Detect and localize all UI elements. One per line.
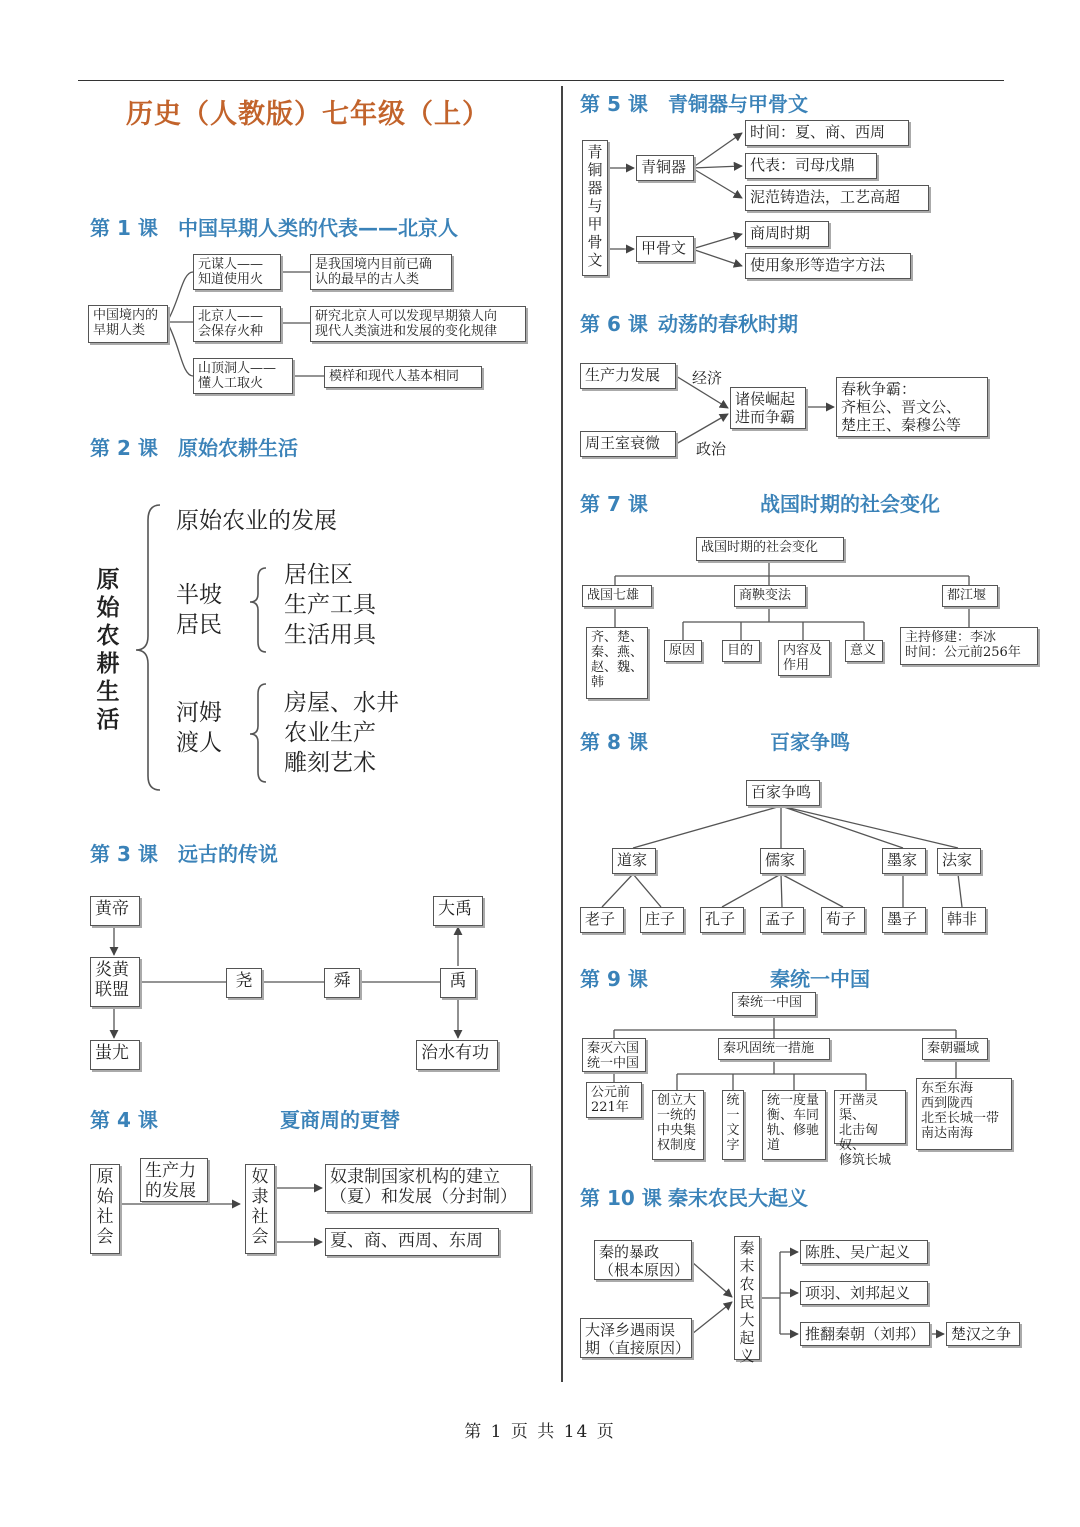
l6-a: 生产力发展 xyxy=(580,363,676,389)
l8-daojia: 道家 xyxy=(612,848,656,874)
l8-mengzi: 孟子 xyxy=(760,907,804,933)
l10-a: 秦的暴政 （根本原因） xyxy=(594,1240,692,1280)
l10-r4: 楚汉之争 xyxy=(946,1322,1020,1346)
l10-mid: 秦 末 农 民 大 起 义 xyxy=(734,1236,760,1360)
l4-yuanshi: 原 始 社 会 xyxy=(90,1164,120,1254)
l9-c3: 秦朝疆域 xyxy=(922,1038,988,1060)
l6-b: 周王室衰微 xyxy=(580,431,676,457)
l8-fajia: 法家 xyxy=(937,848,981,874)
page-footer: 第 1 页 共 14 页 xyxy=(464,1422,616,1442)
l3-zhishui: 治水有功 xyxy=(416,1040,498,1070)
l5-qingtongqi: 青铜器 xyxy=(636,155,694,181)
l8-root: 百家争鸣 xyxy=(746,780,820,806)
l2-banpo-items: 居住区 生产工具 生活用具 xyxy=(284,562,376,648)
l6-jingji: 经济 xyxy=(692,369,723,387)
l4-r2: 夏、商、西周、东周 xyxy=(325,1228,499,1256)
l7-root: 战国时期的社会变化 xyxy=(696,537,844,561)
l8-rujia: 儒家 xyxy=(760,848,804,874)
l6-right: 春秋争霸： 齐桓公、晋文公、 楚庄王、秦穆公等 xyxy=(836,377,988,437)
l5-q3: 泥范铸造法，工艺高超 xyxy=(745,185,929,211)
l9-c2b: 统 一 文 字 xyxy=(722,1090,744,1160)
l7-c2a: 原因 xyxy=(664,640,702,662)
l1-yuanmou: 元谋人—— 知道使用火 xyxy=(193,254,281,290)
l3-yao: 尧 xyxy=(226,968,262,998)
l8-mozi: 墨子 xyxy=(882,907,926,933)
l10-r3: 推翻秦朝（刘邦） xyxy=(800,1322,930,1346)
l2-root: 原 始 农 耕 生 活 xyxy=(96,566,120,733)
l8-hanfei: 韩非 xyxy=(942,907,986,933)
l5-q2: 代表：司母戊鼎 xyxy=(745,153,877,179)
l3-shun: 舜 xyxy=(324,968,360,998)
l10-b: 大泽乡遇雨误 期（直接原因） xyxy=(580,1318,692,1358)
l3-yanhuang: 炎黄 联盟 xyxy=(90,957,140,1007)
column-divider xyxy=(561,86,563,1382)
l5-root: 青 铜 器 与 甲 骨 文 xyxy=(582,140,608,276)
l1-yuanmou-note: 是我国境内目前已确 认的最早的古人类 xyxy=(310,254,452,290)
l7-c3a: 主持修建：李冰 时间：公元前256年 xyxy=(900,627,1038,665)
l8-kongzi: 孔子 xyxy=(700,907,744,933)
l5-jiaguwen: 甲骨文 xyxy=(636,236,694,262)
l7-c3: 都江堰 xyxy=(942,585,998,607)
l2-hemudu: 河姆 渡人 xyxy=(176,700,222,756)
l9-c2: 秦巩固统一措施 xyxy=(718,1038,830,1060)
l9-root: 秦统一中国 xyxy=(732,992,816,1016)
l3-dayu: 大禹 xyxy=(433,896,483,926)
l6-zhengzhi: 政治 xyxy=(696,440,727,458)
l3-yu: 禹 xyxy=(440,968,476,998)
l8-mojia: 墨家 xyxy=(882,848,926,874)
l7-c2d: 意义 xyxy=(845,640,883,662)
l1-root: 中国境内的 早期人类 xyxy=(88,305,168,343)
l7-c1a: 齐、楚、 秦、燕、 赵、魏、 韩 xyxy=(586,627,648,699)
l9-c1: 秦灭六国 统一中国 xyxy=(582,1038,646,1072)
l7-c1: 战国七雄 xyxy=(582,585,652,607)
l7-c2c: 内容及 作用 xyxy=(778,640,830,676)
l1-beijing: 北京人—— 会保存火种 xyxy=(193,306,281,342)
l3-chiyou: 蚩尤 xyxy=(90,1040,140,1070)
l9-c2a: 创立大 一统的 中央集 权制度 xyxy=(652,1090,704,1160)
page-title: 历史（人教版）七年级（上） xyxy=(126,99,490,130)
l6-mid: 诸侯崛起 进而争霸 xyxy=(730,387,806,429)
l1-shandingdong: 山顶洞人—— 懂人工取火 xyxy=(193,358,293,394)
l4-nuli: 奴 隶 社 会 xyxy=(245,1164,275,1254)
l9-c3a: 东至东海 西到陇西 北至长城一带 南达南海 xyxy=(916,1078,1012,1150)
l5-j1: 商周时期 xyxy=(745,221,829,247)
l2-hemudu-items: 房屋、水井 农业生产 雕刻艺术 xyxy=(284,690,399,776)
l7-c2: 商鞅变法 xyxy=(734,585,806,607)
l3-huangdi: 黄帝 xyxy=(90,896,140,926)
l10-r1: 陈胜、吴广起义 xyxy=(800,1240,928,1264)
l8-laozi: 老子 xyxy=(580,907,624,933)
l2-banpo: 半坡 居民 xyxy=(176,582,222,638)
l5-j2: 使用象形等造字方法 xyxy=(745,253,911,279)
l10-r2: 项羽、刘邦起义 xyxy=(800,1281,928,1305)
l5-q1: 时间：夏、商、西周 xyxy=(745,120,909,146)
top-rule xyxy=(78,80,1004,81)
l1-shandingdong-note: 模样和现代人基本相同 xyxy=(324,366,482,388)
l9-c2d: 开凿灵渠、 北击匈奴、 修筑长城 xyxy=(834,1090,906,1144)
l7-c2b: 目的 xyxy=(722,640,760,662)
l4-r1: 奴隶制国家机构的建立 （夏）和发展（分封制） xyxy=(325,1164,531,1212)
l8-zhuangzi: 庄子 xyxy=(640,907,684,933)
l8-xunzi: 荀子 xyxy=(821,907,865,933)
l4-shengchanli: 生产力 的发展 xyxy=(140,1158,208,1202)
l9-c2c: 统一度量 衡、车同 轨、修驰 道 xyxy=(762,1090,826,1160)
l2-agriculture: 原始农业的发展 xyxy=(176,508,337,534)
l9-c1a: 公元前 221年 xyxy=(586,1082,642,1118)
l1-beijing-note: 研究北京人可以发现早期猿人向 现代人类演进和发展的变化规律 xyxy=(310,306,526,342)
